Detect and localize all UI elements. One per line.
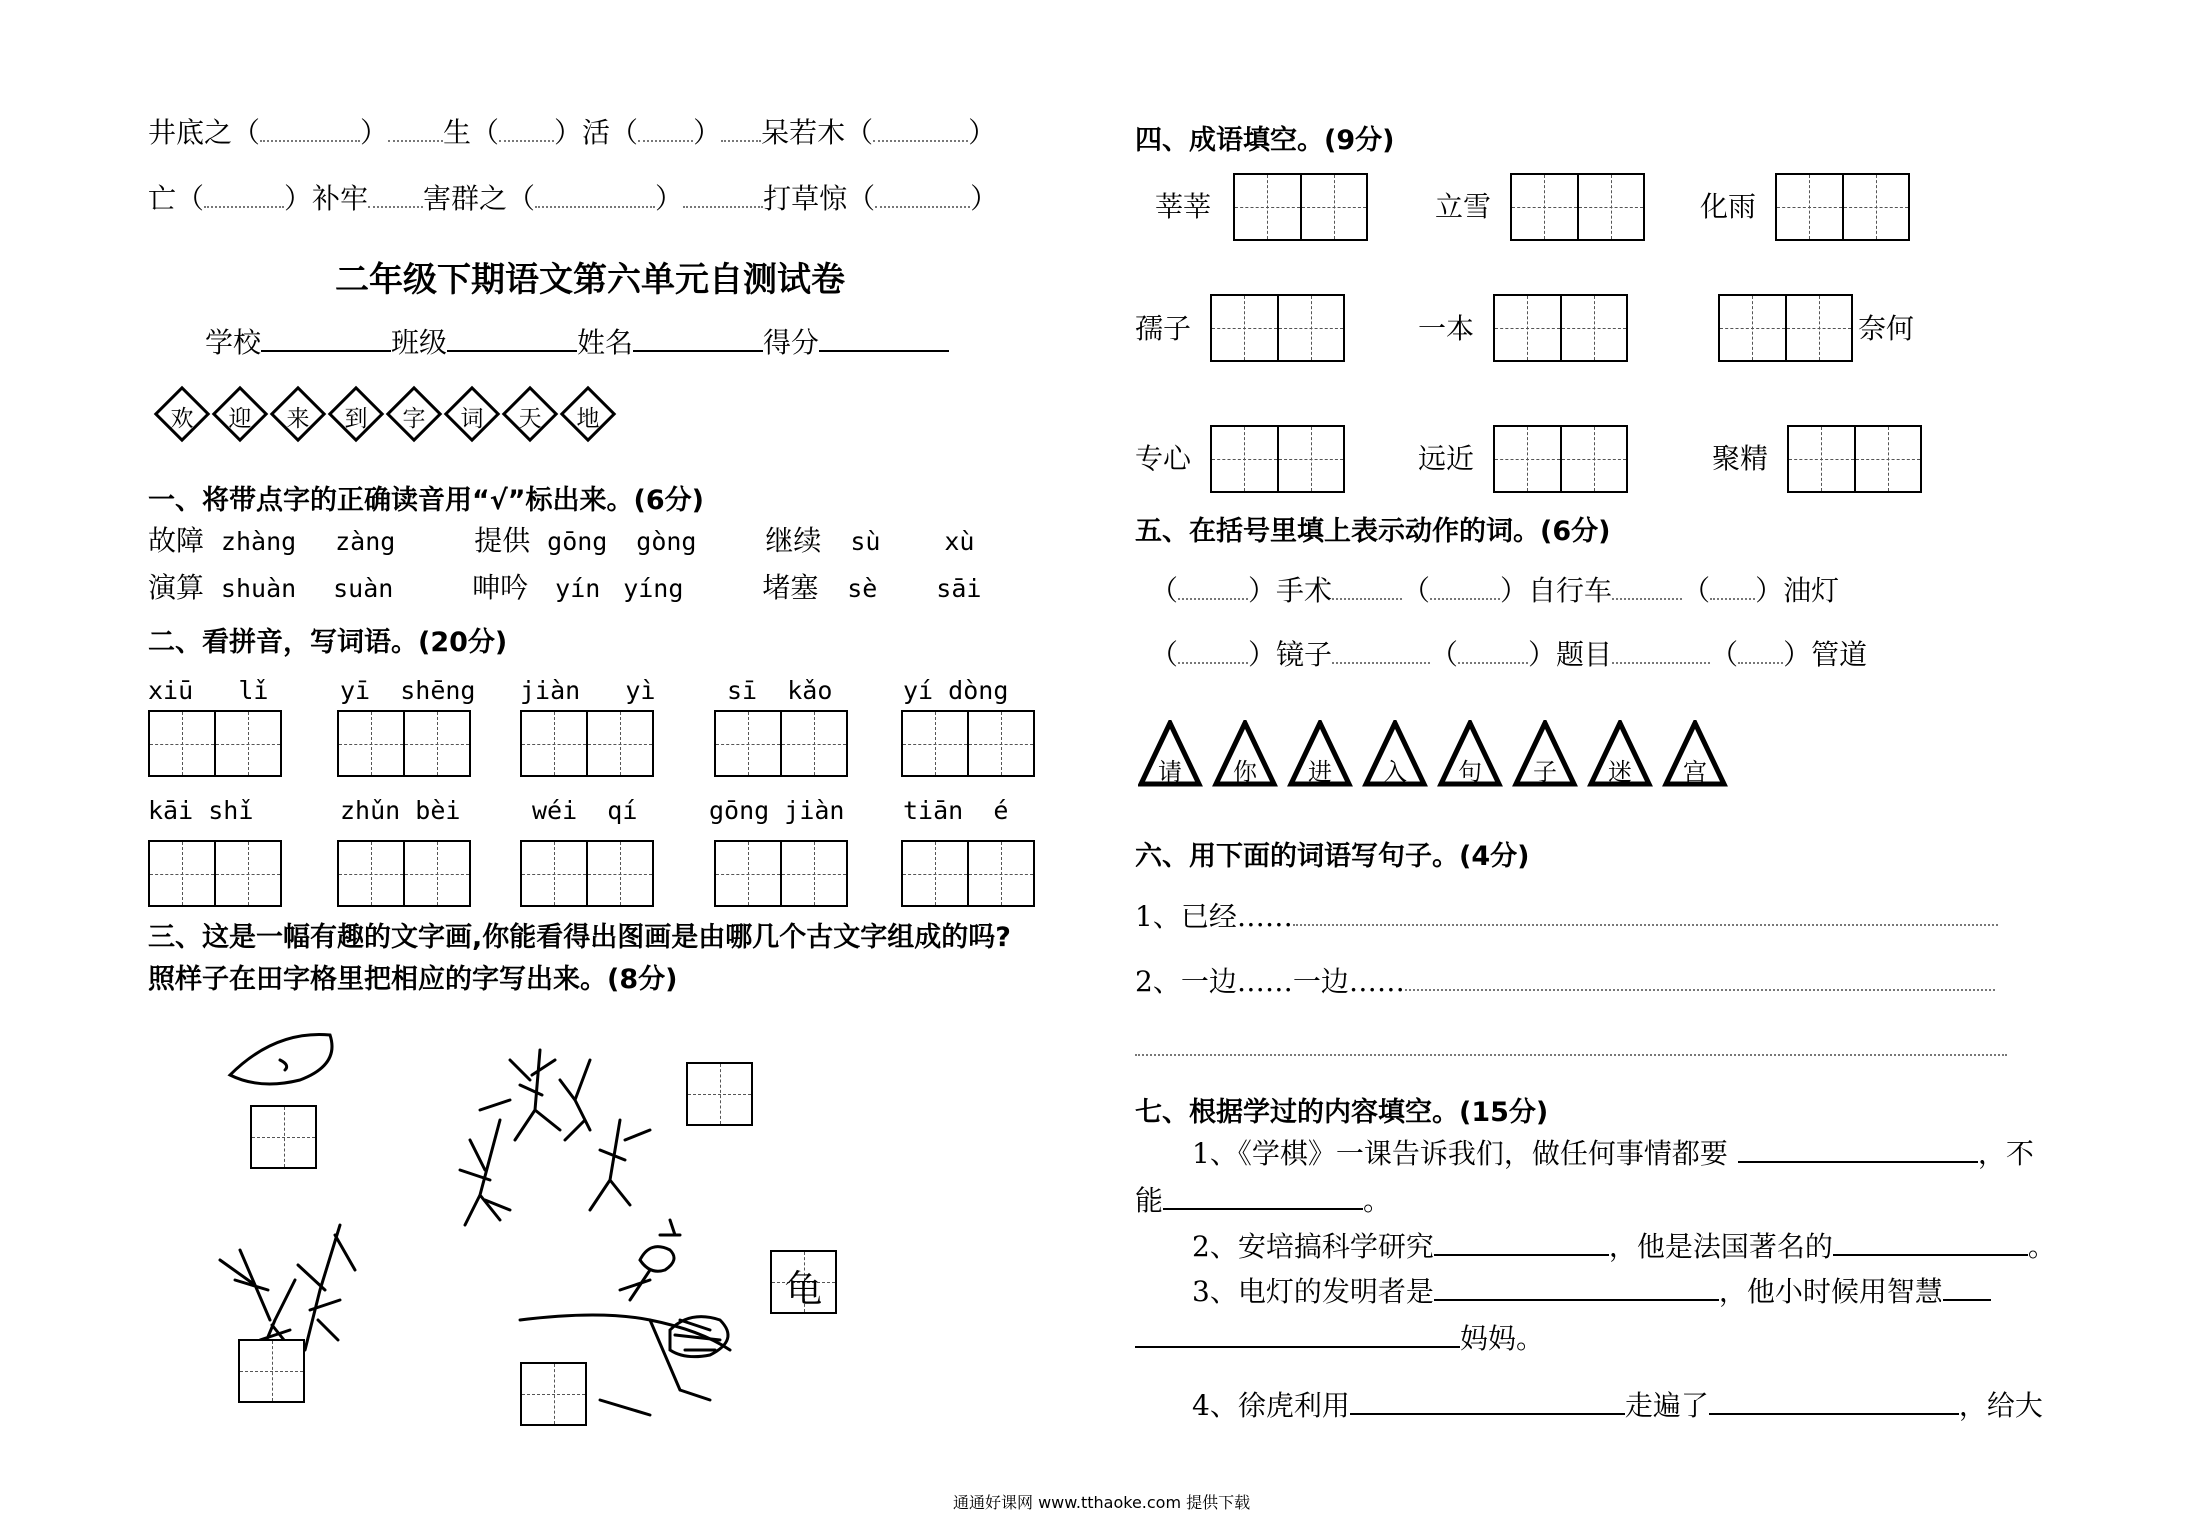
- blank[interactable]: [499, 118, 554, 142]
- pinyin-label: yī shēng: [340, 676, 476, 705]
- class-label: 班级: [391, 326, 448, 359]
- q7-text: ，他是法国著名的: [1608, 1230, 1833, 1263]
- idiom-prefix: 立雪: [1435, 190, 1492, 223]
- q6-sentence-2: [1135, 965, 1995, 999]
- q1-word: 故障: [148, 524, 205, 557]
- q1-word: 堵塞: [762, 571, 819, 604]
- blank[interactable]: [1178, 640, 1248, 664]
- banner-char: 到: [344, 406, 368, 432]
- tianzige-box[interactable]: [901, 710, 1035, 777]
- q1-option[interactable]: yín: [555, 574, 601, 603]
- q1-option[interactable]: xù: [944, 527, 975, 556]
- tianzige-box[interactable]: [1210, 425, 1345, 493]
- blank[interactable]: [260, 118, 360, 142]
- blank[interactable]: [875, 184, 970, 208]
- tianzige-box[interactable]: [714, 710, 848, 777]
- idiom-text: ）: [655, 182, 684, 215]
- q7-line-3-cont: [1135, 1322, 1544, 1356]
- page-title: 二年级下期语文第六单元自测试卷: [335, 260, 845, 300]
- open-paren: （: [1150, 638, 1179, 671]
- q5-item: ）油灯: [1755, 574, 1840, 607]
- q5-item: ）管道: [1783, 638, 1868, 671]
- open-paren: （: [1710, 638, 1739, 671]
- pinyin-label: wéi qí: [532, 796, 638, 825]
- banner-char: 你: [1233, 758, 1257, 786]
- answer-field[interactable]: [1350, 1389, 1625, 1415]
- q5-heading: 五、在括号里填上表示动作的词。(6分): [1135, 516, 1611, 547]
- sentence-field[interactable]: [1405, 967, 1995, 991]
- banner-char: 迷: [1608, 758, 1632, 786]
- idiom-row-1: [148, 116, 996, 150]
- school-label: 学校: [205, 326, 262, 359]
- tianzige-box[interactable]: [238, 1339, 305, 1403]
- q5-row-2: [1150, 638, 1867, 672]
- idiom-text: ）补牢: [284, 182, 369, 215]
- blank[interactable]: [1430, 576, 1500, 600]
- idiom-text: ）: [360, 116, 389, 149]
- open-paren: （: [1682, 574, 1711, 607]
- sentence-prompt: 1、已经……: [1135, 900, 1293, 933]
- q7-line-1-cont: [1135, 1184, 1391, 1218]
- q7-text: 3、电灯的发明者是: [1192, 1275, 1434, 1308]
- tianzige-box[interactable]: [148, 710, 282, 777]
- spacer: [1612, 640, 1710, 664]
- banner-char: 请: [1158, 758, 1182, 786]
- class-field[interactable]: [447, 326, 577, 352]
- idiom-prefix: 孺子: [1135, 312, 1192, 345]
- q1-option[interactable]: suàn: [333, 574, 394, 603]
- q7-text: 。: [1363, 1184, 1392, 1217]
- q7-heading: 七、根据学过的内容填空。(15分): [1135, 1097, 1549, 1128]
- idiom-prefix: 专心: [1135, 442, 1192, 475]
- q1-option[interactable]: zhàng: [220, 527, 297, 556]
- score-label: 得分: [763, 326, 820, 359]
- sentence-field[interactable]: [1293, 902, 1998, 926]
- tianzige-box[interactable]: [337, 840, 471, 907]
- open-paren: （: [1430, 638, 1459, 671]
- tianzige-box[interactable]: [1775, 173, 1910, 241]
- pinyin-label: tiān é: [903, 796, 1009, 825]
- tianzige-box[interactable]: [337, 710, 471, 777]
- banner-char: 句: [1458, 758, 1482, 786]
- banner-char: 字: [402, 406, 426, 432]
- q7-line-2: [1192, 1230, 2056, 1264]
- idiom-text: 呆若木（: [761, 116, 874, 149]
- banner-char: 入: [1383, 758, 1407, 786]
- spacer: [1612, 576, 1682, 600]
- answer-field[interactable]: [1943, 1275, 1991, 1301]
- q1-row-2: [148, 571, 981, 606]
- sentence-prompt: 2、一边……一边……: [1135, 965, 1405, 998]
- example-char: 龟: [784, 1267, 823, 1311]
- q3-heading-line-2: 照样子在田字格里把相应的字写出来。(8分): [148, 964, 678, 995]
- q7-line-1: [1192, 1137, 2034, 1171]
- pinyin-label: sī kǎo: [727, 676, 833, 705]
- blank[interactable]: [1710, 576, 1755, 600]
- q1-option[interactable]: sù: [850, 527, 881, 556]
- q2-heading: 二、看拼音，写词语。(20分): [148, 627, 508, 658]
- tianzige-box[interactable]: [148, 840, 282, 907]
- q5-row-1: [1150, 574, 1839, 608]
- q6-extra-line[interactable]: [1135, 1032, 2007, 1056]
- blank[interactable]: [1178, 576, 1248, 600]
- idiom-prefix: 一本: [1418, 312, 1475, 345]
- blank[interactable]: [535, 184, 655, 208]
- q7-text: 妈妈。: [1460, 1322, 1545, 1355]
- q7-text: 1、《学棋》一课告诉我们，做任何事情都要: [1192, 1137, 1728, 1170]
- spacer: [683, 184, 763, 208]
- q6-sentence-1: [1135, 900, 1998, 934]
- q7-text: ，他小时候用智慧: [1718, 1275, 1943, 1308]
- pinyin-label: kāi shǐ: [148, 796, 254, 825]
- pinyin-label: zhǔn bèi: [340, 796, 461, 825]
- name-label: 姓名: [577, 326, 634, 359]
- spacer: [1332, 576, 1402, 600]
- q5-item: ）手术: [1248, 574, 1333, 607]
- banner-char: 宫: [1683, 758, 1707, 786]
- tianzige-box[interactable]: [1493, 294, 1628, 362]
- score-field[interactable]: [819, 326, 949, 352]
- q1-word: 演算: [148, 571, 205, 604]
- tianzige-box[interactable]: [686, 1062, 753, 1126]
- q7-line-3: [1192, 1275, 1991, 1309]
- tianzige-box[interactable]: [1510, 173, 1645, 241]
- q5-item: ）题目: [1528, 638, 1613, 671]
- q7-text: 能: [1135, 1184, 1164, 1217]
- open-paren: （: [1402, 574, 1431, 607]
- tianzige-box[interactable]: [520, 840, 654, 907]
- tianzige-box[interactable]: [1787, 425, 1922, 493]
- footer-credit: 通通好课网 www.tthaoke.com 提供下载: [953, 1493, 1251, 1512]
- student-info: [205, 326, 949, 360]
- idiom-prefix: 化雨: [1700, 190, 1757, 223]
- q1-option[interactable]: shuàn: [220, 574, 297, 603]
- banner-char: 迎: [228, 406, 252, 432]
- tianzige-box[interactable]: [1493, 425, 1628, 493]
- q1-option[interactable]: sè: [847, 574, 878, 603]
- school-field[interactable]: [261, 326, 391, 352]
- q1-word: 呻吟: [472, 571, 529, 604]
- q5-item: ）自行车: [1500, 574, 1613, 607]
- idiom-row-2: [148, 182, 998, 216]
- banner-char: 天: [518, 406, 542, 432]
- idiom-suffix: 奈何: [1858, 312, 1915, 345]
- spacer: [1332, 640, 1430, 664]
- answer-field[interactable]: [1163, 1184, 1363, 1210]
- answer-field[interactable]: [1709, 1389, 1959, 1415]
- idiom-text: 亡（: [148, 182, 205, 215]
- idiom-text: ）: [693, 116, 722, 149]
- q1-option[interactable]: gōng: [547, 527, 608, 556]
- tianzige-box[interactable]: [250, 1105, 317, 1169]
- q1-option[interactable]: zàng: [335, 527, 396, 556]
- blank[interactable]: [873, 118, 968, 142]
- q4-heading: 四、成语填空。(9分): [1135, 125, 1395, 156]
- idiom-prefix: 远近: [1418, 442, 1475, 475]
- answer-field[interactable]: [1833, 1230, 2028, 1256]
- spacer: [368, 184, 423, 208]
- tianzige-box[interactable]: [520, 1362, 587, 1426]
- pinyin-label: gōng jiàn: [709, 796, 845, 825]
- blank[interactable]: [1458, 640, 1528, 664]
- idiom-prefix: 莘莘: [1155, 190, 1212, 223]
- idiom-text: 生（: [443, 116, 500, 149]
- banner-char: 地: [576, 406, 600, 432]
- blank[interactable]: [1738, 640, 1783, 664]
- q1-row-1: [148, 524, 974, 559]
- pinyin-label: jiàn yì: [520, 676, 656, 705]
- q1-word: 继续: [765, 524, 822, 557]
- blank[interactable]: [204, 184, 284, 208]
- q7-line-4: [1192, 1389, 2043, 1423]
- tianzige-box[interactable]: [901, 840, 1035, 907]
- tianzige-box[interactable]: [1718, 294, 1853, 362]
- q5-item: ）镜子: [1248, 638, 1333, 671]
- idiom-text: 打草惊（: [763, 182, 876, 215]
- q1-option[interactable]: gòng: [636, 527, 697, 556]
- banner-char: 进: [1308, 758, 1332, 786]
- q3-heading-line-1: 三、这是一幅有趣的文字画,你能看得出图画是由哪几个古文字组成的吗?: [148, 922, 1011, 953]
- tianzige-box[interactable]: [1210, 294, 1345, 362]
- banner-char: 欢: [170, 406, 194, 432]
- idiom-text: 害群之（: [423, 182, 536, 215]
- q7-text: 2、安培搞科学研究: [1192, 1230, 1434, 1263]
- q7-text: 走遍了: [1624, 1389, 1709, 1422]
- tianzige-box[interactable]: [520, 710, 654, 777]
- q7-text: ，给大: [1958, 1389, 2043, 1422]
- blank[interactable]: [638, 118, 693, 142]
- banner-char: 子: [1533, 758, 1557, 786]
- spacer: [388, 118, 443, 142]
- banner-char: 词: [460, 406, 484, 432]
- answer-field[interactable]: [1135, 1322, 1460, 1348]
- answer-field[interactable]: [1434, 1230, 1609, 1256]
- q1-option[interactable]: yíng: [623, 574, 684, 603]
- idiom-text: ）: [968, 116, 997, 149]
- q1-word: 提供: [474, 524, 531, 557]
- q1-heading: 一、将带点字的正确读音用“√”标出来。(6分): [148, 485, 704, 516]
- idiom-text: ）活（: [554, 116, 639, 149]
- answer-field[interactable]: [1738, 1137, 1978, 1163]
- q7-text: ，不: [1977, 1137, 2034, 1170]
- q1-option[interactable]: sāi: [936, 574, 982, 603]
- name-field[interactable]: [633, 326, 763, 352]
- tianzige-box[interactable]: [714, 840, 848, 907]
- answer-field[interactable]: [1434, 1275, 1719, 1301]
- tianzige-box[interactable]: [1233, 173, 1368, 241]
- pinyin-label: xiū lǐ: [148, 676, 269, 705]
- banner-char: 来: [286, 406, 310, 432]
- idiom-text: 井底之（: [148, 116, 261, 149]
- q7-text: 。: [2027, 1230, 2056, 1263]
- q7-text: 4、徐虎利用: [1192, 1389, 1350, 1422]
- open-paren: （: [1150, 574, 1179, 607]
- pinyin-label: yí dòng: [903, 676, 1009, 705]
- spacer: [721, 118, 761, 142]
- idiom-text: ）: [970, 182, 999, 215]
- q6-heading: 六、用下面的词语写句子。(4分): [1135, 841, 1530, 872]
- idiom-prefix: 聚精: [1712, 442, 1769, 475]
